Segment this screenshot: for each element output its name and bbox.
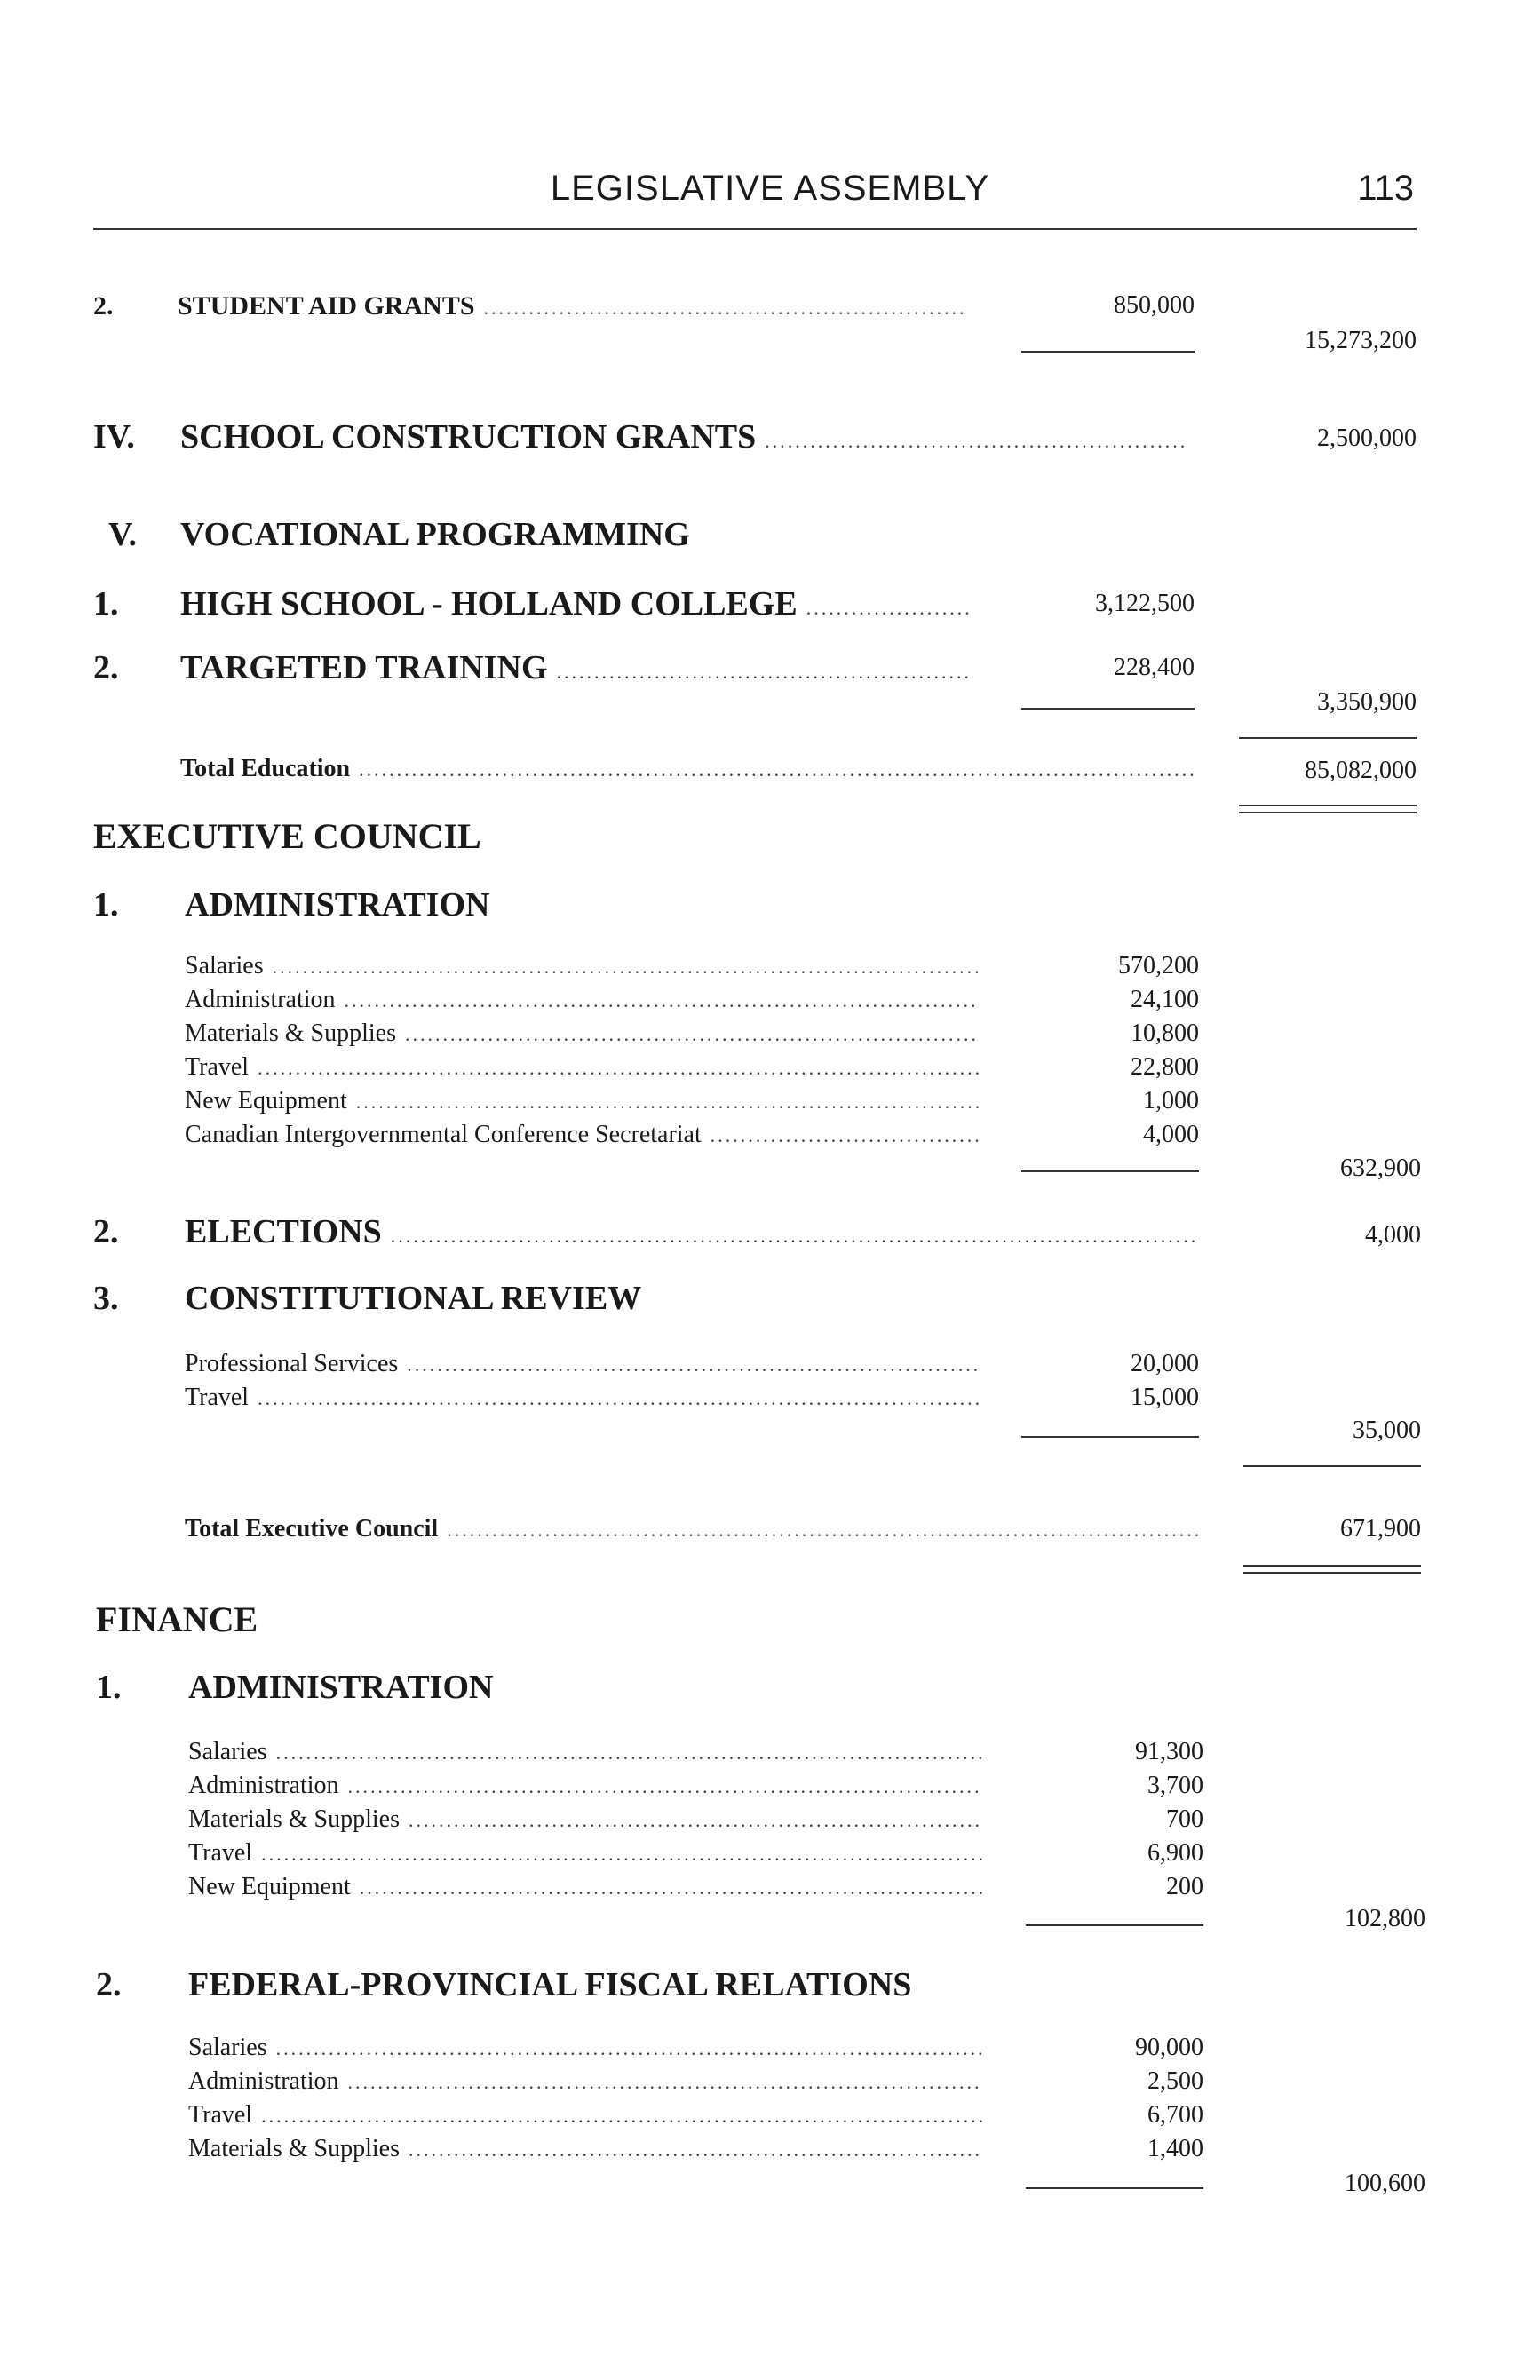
list-item	[185, 1350, 980, 1378]
item-label: Administration	[185, 986, 336, 1013]
item-label: Salaries	[188, 2034, 267, 2061]
elections-total: 4,000	[1365, 1221, 1421, 1249]
total-executive-label: Total Executive Council	[185, 1515, 439, 1543]
leader-dots	[806, 597, 971, 620]
item-amount: 200	[1166, 1873, 1203, 1900]
list-item	[185, 952, 980, 980]
item-amount: 22,800	[1131, 1053, 1199, 1081]
school-construction-total: 2,500,000	[1317, 424, 1417, 452]
school-construction-number: IV.	[93, 418, 135, 456]
leader-dots	[409, 1809, 983, 1832]
school-construction-row	[180, 417, 1188, 456]
leader-dots	[484, 297, 968, 320]
item-label: Materials & Supplies	[188, 1805, 400, 1833]
total-education-row	[180, 755, 1197, 783]
list-item	[188, 1738, 983, 1766]
item-amount: 4,000	[1143, 1121, 1199, 1148]
subtotal-rule	[1021, 351, 1195, 353]
leader-dots	[447, 1519, 1202, 1542]
vocational-number: V.	[108, 516, 138, 553]
item-label: New Equipment	[185, 1087, 347, 1115]
constitutional-number: 3.	[93, 1280, 119, 1317]
list-item	[188, 2135, 983, 2163]
item-amount: 90,000	[1135, 2034, 1203, 2061]
list-item	[185, 1053, 980, 1082]
list-item	[188, 1772, 983, 1800]
total-education-label: Total Education	[180, 755, 351, 782]
leader-dots	[360, 1876, 983, 1900]
list-item	[185, 1019, 980, 1048]
fiscal-relations-number: 2.	[96, 1966, 122, 2003]
leader-dots	[261, 1843, 983, 1866]
list-item	[188, 1839, 983, 1868]
page-number: 113	[1357, 169, 1414, 208]
item-label: Salaries	[188, 1738, 267, 1765]
vocational-item-label: HIGH SCHOOL - HOLLAND COLLEGE	[180, 585, 798, 623]
item-amount: 570,200	[1118, 952, 1199, 980]
list-item	[188, 2034, 983, 2062]
leader-dots	[356, 1091, 980, 1114]
constitutional-total: 35,000	[1353, 1416, 1421, 1444]
item-label: Materials & Supplies	[188, 2135, 400, 2162]
finance-heading: FINANCE	[96, 1599, 258, 1639]
list-item	[188, 2067, 983, 2096]
vocational-item-amount: 228,400	[1114, 654, 1195, 681]
subtotal-rule	[1026, 1924, 1203, 1926]
vocational-item-number: 2.	[93, 649, 119, 686]
student-aid-row	[178, 291, 968, 321]
elections-label: ELECTIONS	[185, 1213, 382, 1250]
leader-dots	[407, 1353, 980, 1376]
subtotal-rule	[1026, 2187, 1203, 2189]
item-amount: 700	[1166, 1805, 1203, 1833]
item-label: Professional Services	[185, 1350, 399, 1377]
executive-council-heading: EXECUTIVE COUNCIL	[93, 816, 481, 856]
item-label: Administration	[188, 2067, 339, 2095]
header-rule	[93, 228, 1417, 230]
page-header-title: LEGISLATIVE ASSEMBLY	[550, 169, 990, 208]
list-item	[188, 1805, 983, 1834]
item-amount: 24,100	[1131, 986, 1199, 1013]
list-item	[185, 986, 980, 1014]
exec-admin-number: 1.	[93, 886, 119, 924]
leader-dots	[258, 1387, 980, 1410]
total-executive-row	[185, 1515, 1202, 1543]
student-aid-amount: 850,000	[1114, 291, 1195, 319]
leader-dots	[409, 2138, 983, 2162]
leader-dots	[710, 1124, 980, 1147]
item-label: Travel	[188, 1839, 253, 1867]
exec-admin-heading: ADMINISTRATION	[185, 886, 490, 924]
leader-dots	[258, 1057, 980, 1080]
item-amount: 6,900	[1147, 1839, 1203, 1867]
vocational-item-number: 1.	[93, 585, 119, 623]
item-amount: 3,700	[1147, 1772, 1203, 1799]
fiscal-relations-heading: FEDERAL-PROVINCIAL FISCAL RELATIONS	[188, 1966, 912, 2003]
student-aid-label: STUDENT AID GRANTS	[178, 291, 475, 321]
student-aid-number: 2.	[93, 291, 114, 321]
subtotal-rule	[1021, 1436, 1199, 1438]
item-label: Administration	[188, 1772, 339, 1799]
elections-number: 2.	[93, 1213, 119, 1250]
vocational-item-row	[180, 584, 971, 623]
leader-dots	[557, 661, 971, 684]
item-label: Materials & Supplies	[185, 1019, 396, 1047]
finance-admin-heading: ADMINISTRATION	[188, 1669, 494, 1706]
total-executive-amount: 671,900	[1340, 1515, 1421, 1543]
leader-dots	[276, 1741, 983, 1765]
total-rule	[1239, 737, 1417, 739]
item-amount: 91,300	[1135, 1738, 1203, 1765]
leader-dots	[391, 1225, 1197, 1248]
leader-dots	[276, 2037, 983, 2060]
vocational-item-label: TARGETED TRAINING	[180, 649, 548, 686]
item-amount: 10,800	[1131, 1019, 1199, 1047]
vocational-heading: VOCATIONAL PROGRAMMING	[180, 516, 690, 553]
finance-admin-total: 102,800	[1345, 1905, 1425, 1932]
leader-dots	[273, 956, 980, 979]
leader-dots	[348, 1775, 983, 1798]
total-rule	[1243, 1465, 1421, 1467]
list-item	[188, 2101, 983, 2130]
finance-admin-number: 1.	[96, 1669, 122, 1706]
item-label: Canadian Intergovernmental Conference Secretariat	[185, 1121, 702, 1148]
student-aid-subtotal: 15,273,200	[1305, 327, 1417, 354]
list-item	[185, 1087, 980, 1115]
leader-dots	[405, 1023, 980, 1046]
leader-dots	[348, 2071, 983, 2094]
item-label: New Equipment	[188, 1873, 351, 1900]
fiscal-relations-total: 100,600	[1345, 2170, 1425, 2197]
exec-admin-total: 632,900	[1340, 1154, 1421, 1182]
list-item	[188, 1873, 983, 1901]
subtotal-rule	[1021, 708, 1195, 710]
item-amount: 1,400	[1147, 2135, 1203, 2162]
constitutional-heading: CONSTITUTIONAL REVIEW	[185, 1280, 642, 1317]
item-amount: 1,000	[1143, 1087, 1199, 1115]
item-label: Travel	[185, 1053, 250, 1081]
item-label: Travel	[188, 2101, 253, 2129]
vocational-total: 3,350,900	[1317, 688, 1417, 716]
leader-dots	[359, 758, 1197, 781]
double-rule	[1243, 1565, 1421, 1574]
item-label: Salaries	[185, 952, 264, 980]
item-amount: 15,000	[1131, 1384, 1199, 1411]
item-amount: 6,700	[1147, 2101, 1203, 2129]
elections-row	[185, 1212, 1197, 1251]
item-amount: 20,000	[1131, 1350, 1199, 1377]
list-item	[185, 1384, 980, 1412]
double-rule	[1239, 805, 1417, 813]
total-education-amount: 85,082,000	[1305, 757, 1417, 784]
vocational-item-row	[180, 648, 971, 687]
leader-dots	[261, 2105, 983, 2128]
school-construction-label: SCHOOL CONSTRUCTION GRANTS	[180, 418, 757, 456]
subtotal-rule	[1021, 1170, 1199, 1172]
list-item	[185, 1121, 980, 1149]
vocational-item-amount: 3,122,500	[1095, 590, 1195, 617]
leader-dots	[765, 430, 1188, 453]
item-label: Travel	[185, 1384, 250, 1411]
leader-dots	[345, 989, 980, 1012]
item-amount: 2,500	[1147, 2067, 1203, 2095]
